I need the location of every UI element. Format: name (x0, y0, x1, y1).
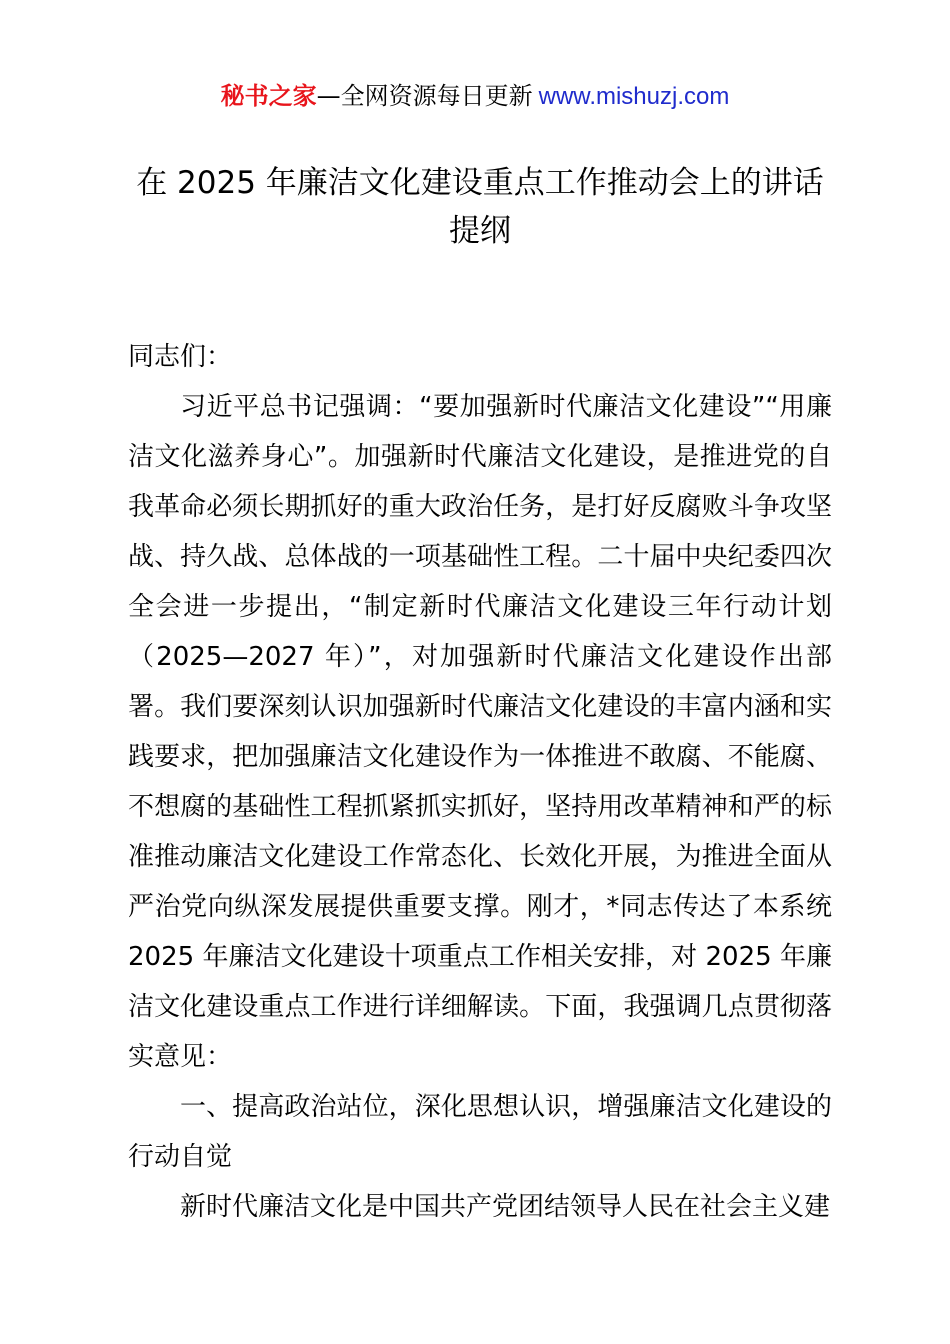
section-heading-1: 一、提高政治站位，深化思想认识，增强廉洁文化建设的行动自觉 (128, 1092, 832, 1172)
site-header (0, 78, 950, 115)
paragraph-intro: 习近平总书记强调：“要加强新时代廉洁文化建设”“用廉洁文化滋养身心”。加强新时代廉洁文化建设，是推进党的自我革命必须长期抓好的重大政治任务，是打好反腐败斗争攻坚战、持久战、总体战的一项基础性工程。二十届中央纪委四次全会进一步提出，“制定新时代廉洁文化建设三年行动计划（2025—2027 年）”，对加强新时代廉洁文化建设作出部署。我们要深刻认识加强新时代廉洁文化建设的丰富内涵和实践要求，把加强廉洁文化建设作为一体推进不敢腐、不能腐、不想腐的基础性工程抓紧抓实抓好，坚持用改革精神和严的标准推动廉洁文化建设工作常态化、长效化开展，为推进全面从严治党向纵深发展提供重要支撑。刚才，*同志传达了本系统 2025 年廉洁文化建设十项重点工作相关安排，对 2025 年廉洁文化建设重点工作进行详细解读。下面，我强调几点贯彻落实意见： (128, 392, 832, 1072)
brand-name: 秘书之家 (220, 82, 317, 110)
document-body (128, 332, 832, 1232)
site-url-link[interactable]: www.mishuzj.com (538, 83, 730, 110)
salutation: 同志们： (128, 342, 233, 372)
document-title: 在 2025 年廉洁文化建设重点工作推动会上的讲话提纲 (136, 165, 824, 249)
paragraph-section-1: 新时代廉洁文化是中国共产党团结领导人民在社会主义建 (180, 1192, 831, 1222)
header-tagline: —全网资源每日更新 (316, 82, 533, 110)
